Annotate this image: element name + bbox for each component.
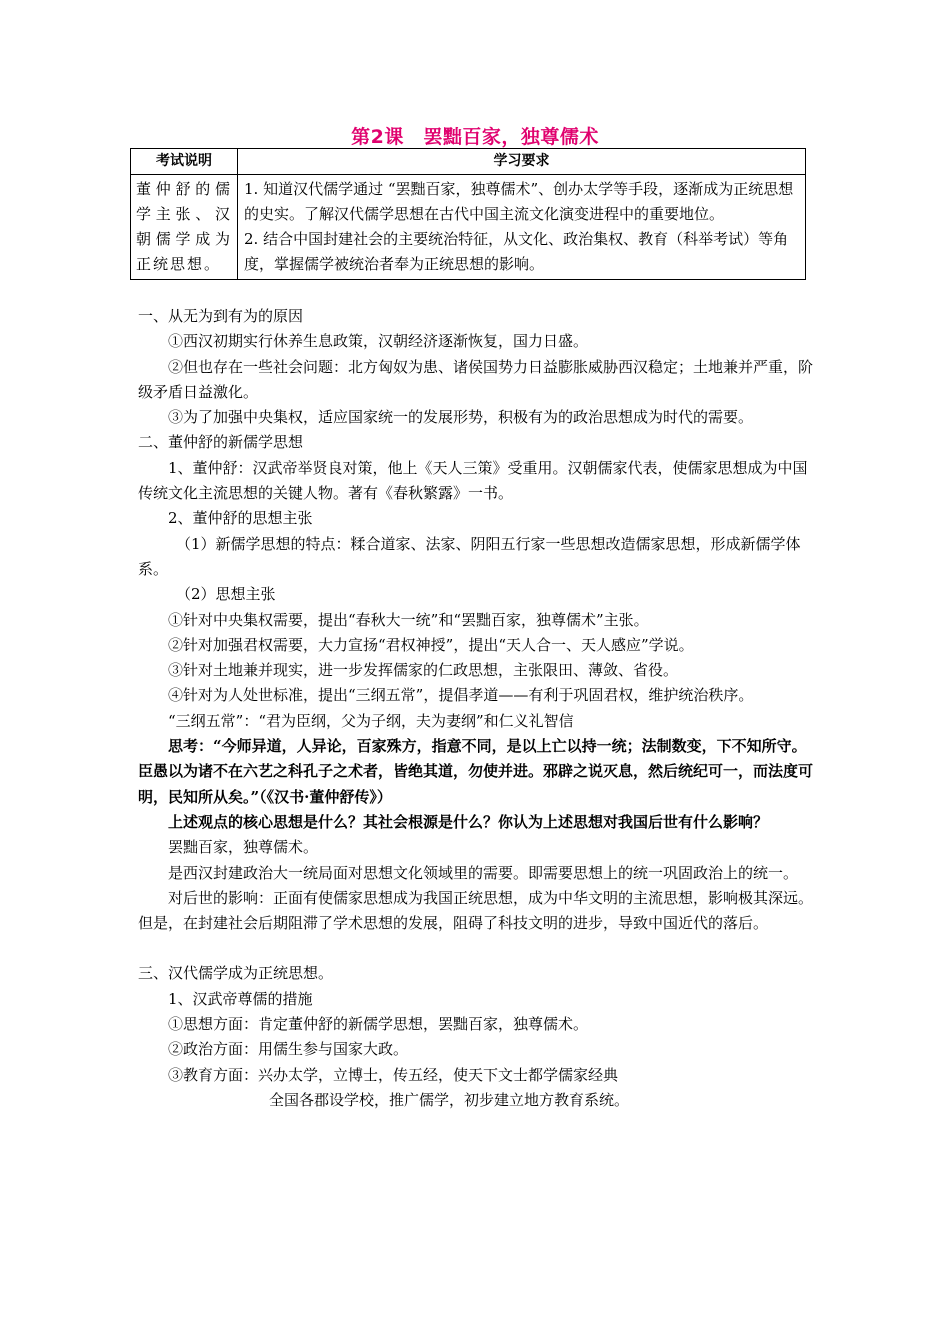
- document-body: [138, 304, 814, 1113]
- paragraph: ③教育方面：兴办太学，立博士，传五经，使天下文士都学儒家经典: [168, 1065, 619, 1084]
- paragraph: ①思想方面：肯定董仲舒的新儒学思想，罢黜百家，独尊儒术。: [168, 1015, 589, 1034]
- paragraph: ②但也存在一些社会问题：北方匈奴为患、诸侯国势力日益膨胀威胁西汉稳定；土地兼并严重，阶级矛盾日益激化。: [138, 357, 814, 401]
- paragraph: ②针对加强君权需要，大力宣扬“君权神授”，提出“天人合一、天人感应”学说。: [168, 635, 694, 654]
- paragraph: （1）新儒学思想的特点：糅合道家、法家、阴阳五行家一些思想改造儒家思想，形成新儒学体系。: [138, 534, 801, 578]
- section-heading: 三、汉代儒学成为正统思想。: [138, 964, 334, 983]
- paragraph: ④针对为人处世标准，提出“三纲五常”，提倡孝道——有利于巩固君权，维护统治秩序。: [168, 686, 754, 705]
- answer: 对后世的影响：正面有使儒家思想成为我国正统思想，成为中华文明的主流思想，影响极其深远。但是，在封建社会后期阻滞了学术思想的发展，阻碍了科技文明的进步，导致中国近代的落后。: [138, 888, 814, 933]
- section-heading: 二、董仲舒的新儒学思想: [138, 433, 304, 452]
- paragraph: ③为了加强中央集权，适应国家统一的发展形势，积极有为的政治思想成为时代的需要。: [168, 408, 754, 427]
- paragraph: 2、董仲舒的思想主张: [168, 509, 313, 528]
- requirement-item: 1. 知道汉代儒学通过 “罢黜百家，独尊儒术”、创办太学等手段，逐渐成为正统思想的史实。了解汉代儒学思想在古代中国主流文化演变进程中的重要地位。: [244, 180, 794, 223]
- table-header-row: [131, 149, 806, 175]
- header-exam-note: 考试说明: [131, 149, 238, 175]
- paragraph: ③针对土地兼并现实，进一步发挥儒家的仁政思想，主张限田、薄敛、省役。: [168, 661, 679, 680]
- paragraph: ①西汉初期实行休养生息政策，汉朝经济逐渐恢复，国力日盛。: [168, 332, 589, 351]
- exam-note-cell: 董仲舒的儒学主张、汉朝儒学成为正统思想。: [131, 175, 238, 280]
- section-heading: 一、从无为到有为的原因: [138, 307, 304, 325]
- paragraph: ①针对中央集权需要，提出“春秋大一统”和“罢黜百家，独尊儒术”主张。: [168, 610, 649, 629]
- requirement-item: 2. 结合中国封建社会的主要统治特征，从文化、政治集权、教育（科举考试）等角度，掌握儒学被统治者奉为正统思想的影响。: [244, 230, 789, 273]
- paragraph: 1、汉武帝尊儒的措施: [168, 989, 313, 1008]
- think-question: 上述观点的核心思想是什么？其社会根源是什么？你认为上述思想对我国后世有什么影响？: [168, 812, 769, 831]
- spacer: [138, 936, 814, 961]
- think-quote: 思考：“今师异道，人异论，百家殊方，指意不同，是以上亡以持一统；法制数变，下不知所守。臣愚以为诸不在六艺之科孔子之术者，皆绝其道，勿使并进。邪辟之说灭息，然后统纪可一，而法度可明，民知所从矣。”（《汉书·董仲舒传》）: [138, 737, 814, 806]
- lesson-title: 第2课 罢黜百家，独尊儒术: [351, 126, 599, 148]
- paragraph: “三纲五常”：“君为臣纲，父为子纲，夫为妻纲”和仁义礼智信: [168, 711, 574, 730]
- paragraph: 1、董仲舒：汉武帝举贤良对策，他上《天人三策》受重用。汉朝儒家代表，使儒家思想成为中国传统文化主流思想的关键人物。著有《春秋繁露》一书。: [138, 458, 808, 503]
- requirements-cell: [238, 175, 806, 280]
- paragraph: （2）思想主张: [176, 585, 276, 604]
- paragraph: ②政治方面：用儒生参与国家大政。: [168, 1040, 409, 1059]
- table-row: [131, 175, 806, 280]
- header-requirements: 学习要求: [238, 149, 806, 175]
- answer: 罢黜百家，独尊儒术。: [168, 838, 319, 857]
- answer: 是西汉封建政治大一统局面对思想文化领域里的需要。即需要思想上的统一巩固政治上的统一。: [168, 863, 799, 882]
- requirements-table: [130, 148, 806, 280]
- paragraph: 全国各郡设学校，推广儒学，初步建立地方教育系统。: [269, 1090, 630, 1109]
